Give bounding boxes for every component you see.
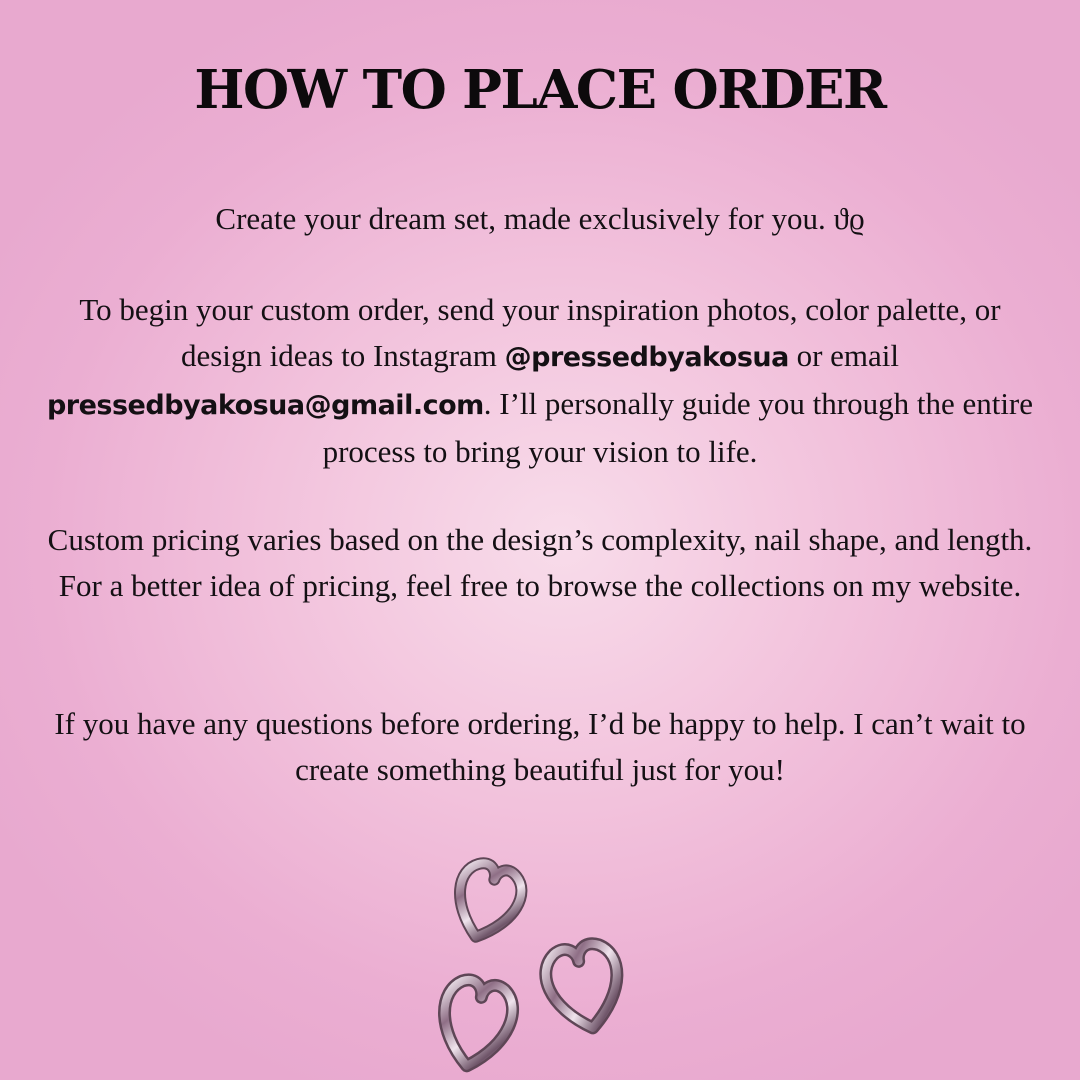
chrome-hearts-icon — [430, 845, 650, 1080]
order-text-start: To begin your custom order, send your inspiration photos, color palette, or design ideas to Instagram — [79, 292, 1001, 373]
pricing-paragraph: Custom pricing varies based on the design’s complexity, nail shape, and length. For a better idea of pricing, feel free to browse the collections on my website. — [47, 522, 1033, 603]
instagram-handle-link[interactable]: @pressedbyakosua — [504, 342, 789, 373]
email-link[interactable]: pressedbyakosua@gmail.com — [46, 390, 484, 421]
intro-text: Create your dream set, made exclusively for you. ϑϱ — [215, 201, 865, 236]
order-text-middle: or email — [788, 338, 900, 373]
heart-top-icon — [447, 858, 528, 946]
custom-order-paragraph — [40, 287, 1040, 475]
questions-paragraph: If you have any questions before ordering, I’d be happy to help. I can’t wait to create something beautiful just for you! — [54, 706, 1026, 787]
order-text-end: . I’ll personally guide you through the entire process to bring your vision to life. — [322, 386, 1034, 469]
heart-right-icon — [541, 940, 628, 1036]
heart-bottom-icon — [434, 976, 518, 1073]
page-title: HOW TO PLACE ORDER — [194, 59, 886, 121]
